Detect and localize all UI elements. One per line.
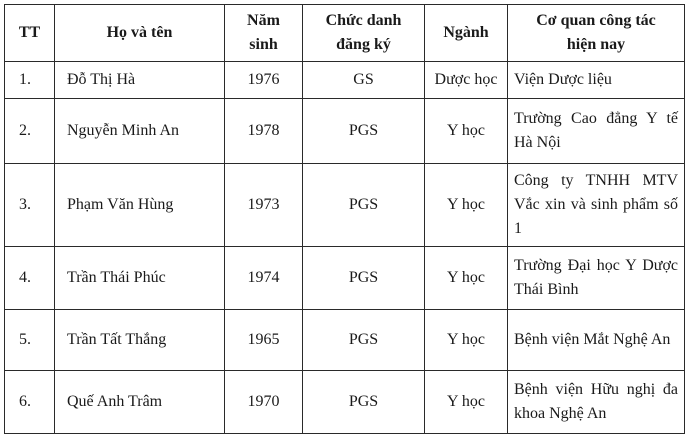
header-org <box>508 5 685 62</box>
cell-name: Đỗ Thị Hà <box>55 62 225 99</box>
cell-title: PGS <box>303 247 425 310</box>
cell-year: 1978 <box>225 99 303 164</box>
header-title-line2: đăng ký <box>336 36 391 53</box>
cell-org: Bệnh viện Mắt Nghệ An <box>508 310 685 371</box>
cell-org: Trường Đại học Y Dược Thái Bình <box>508 247 685 310</box>
header-title <box>303 5 425 62</box>
header-year-line2: sinh <box>249 36 278 53</box>
cell-org: Bệnh viện Hữu nghị đa khoa Nghệ An <box>508 371 685 434</box>
cell-name: Trần Thái Phúc <box>55 247 225 310</box>
cell-major: Y học <box>425 99 508 164</box>
header-title-line1: Chức danh <box>325 12 402 29</box>
cell-year: 1973 <box>225 164 303 247</box>
table-row <box>5 371 685 434</box>
cell-title: PGS <box>303 99 425 164</box>
cell-title: PGS <box>303 164 425 247</box>
cell-name: Nguyễn Minh An <box>55 99 225 164</box>
cell-tt: 1. <box>5 62 55 99</box>
cell-major: Dược học <box>425 62 508 99</box>
candidate-table <box>4 4 685 434</box>
header-org-line1: Cơ quan công tác <box>536 12 656 29</box>
cell-name: Phạm Văn Hùng <box>55 164 225 247</box>
cell-tt: 2. <box>5 99 55 164</box>
cell-year: 1974 <box>225 247 303 310</box>
header-org-line2: hiện nay <box>566 36 626 53</box>
header-tt: TT <box>5 5 55 62</box>
table-row <box>5 310 685 371</box>
cell-name: Quế Anh Trâm <box>55 371 225 434</box>
cell-title: GS <box>303 62 425 99</box>
cell-tt: 4. <box>5 247 55 310</box>
cell-tt: 5. <box>5 310 55 371</box>
header-year-line1: Năm <box>247 12 280 29</box>
table-header-row <box>5 5 685 62</box>
cell-title: PGS <box>303 371 425 434</box>
cell-org: Trường Cao đẳng Y tế Hà Nội <box>508 99 685 164</box>
header-name: Họ và tên <box>55 5 225 62</box>
cell-major: Y học <box>425 164 508 247</box>
document <box>4 4 684 434</box>
table-row <box>5 164 685 247</box>
table-row <box>5 247 685 310</box>
cell-year: 1976 <box>225 62 303 99</box>
cell-year: 1970 <box>225 371 303 434</box>
cell-tt: 6. <box>5 371 55 434</box>
header-year <box>225 5 303 62</box>
table-row <box>5 62 685 99</box>
cell-org: Công ty TNHH MTV Vắc xin và sinh phẩm số 1 <box>508 164 685 247</box>
cell-name: Trần Tất Thắng <box>55 310 225 371</box>
header-major: Ngành <box>425 5 508 62</box>
cell-major: Y học <box>425 247 508 310</box>
cell-year: 1965 <box>225 310 303 371</box>
table-row <box>5 99 685 164</box>
cell-major: Y học <box>425 310 508 371</box>
cell-major: Y học <box>425 371 508 434</box>
cell-title: PGS <box>303 310 425 371</box>
cell-org: Viện Dược liệu <box>508 62 685 99</box>
cell-tt: 3. <box>5 164 55 247</box>
